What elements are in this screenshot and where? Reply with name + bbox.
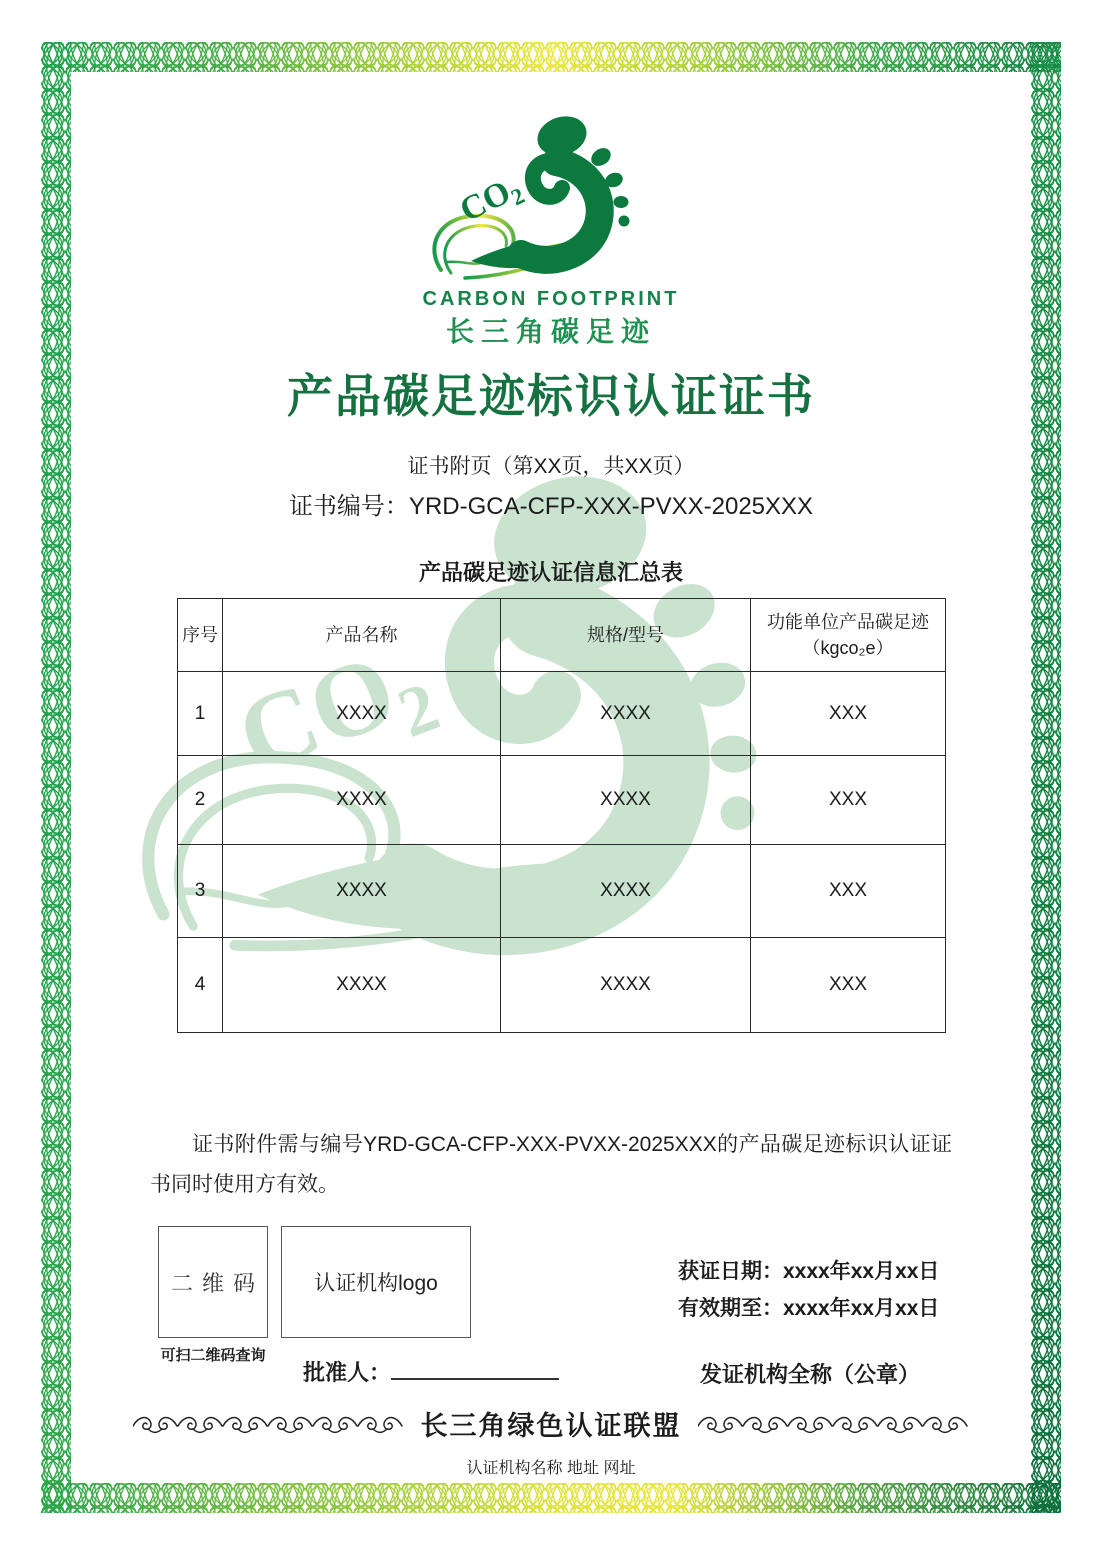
- approver-label: 批准人：: [303, 1360, 392, 1385]
- table-row: [178, 672, 946, 756]
- summary-table: [177, 598, 946, 1033]
- certificate-subtitle: 证书附页（第XX页，共XX页）: [407, 455, 695, 478]
- qr-caption: 可扫二维码查询: [160, 1347, 266, 1364]
- cell-spec: XXXX: [501, 938, 751, 1033]
- guilloche-border-left: [41, 42, 71, 1513]
- header-no: 序号: [178, 599, 223, 672]
- table-row: [178, 756, 946, 845]
- cell-spec: XXXX: [501, 672, 751, 756]
- header-footprint: 功能单位产品碳足迹（kgco₂e）: [751, 599, 946, 672]
- valid-date-line: [678, 1291, 939, 1328]
- certificate-number: 证书编号：YRD-GCA-CFP-XXX-PVXX-2025XXX: [288, 493, 814, 520]
- alliance-name: 长三角绿色认证联盟: [420, 1411, 682, 1441]
- cell-no: 4: [178, 938, 223, 1033]
- approver-line: [303, 1356, 559, 1387]
- header-spec: 规格/型号: [501, 599, 751, 672]
- cell-no: 1: [178, 672, 223, 756]
- logo-chinese-name: 长三角碳足迹: [445, 316, 656, 347]
- issued-date-value: xxxx年xx月xx日: [783, 1260, 940, 1283]
- cell-no: 3: [178, 845, 223, 938]
- header-name: 产品名称: [223, 599, 501, 672]
- cell-no: 2: [178, 756, 223, 845]
- certifier-contact-info: 认证机构名称 地址 网址: [466, 1460, 636, 1477]
- table-header-row: [178, 599, 946, 672]
- cell-name: XXXX: [223, 756, 501, 845]
- qr-label: 二维码: [170, 1270, 264, 1296]
- cell-name: XXXX: [223, 845, 501, 938]
- qr-code-placeholder: [158, 1226, 268, 1338]
- cell-footprint: XXX: [751, 845, 946, 938]
- certifier-logo-placeholder: [281, 1226, 471, 1338]
- cell-name: XXXX: [223, 938, 501, 1033]
- certificate-title: 产品碳足迹标识认证证书: [287, 370, 815, 422]
- flourish-ornament-icon: [698, 1413, 970, 1435]
- table-row: [178, 845, 946, 938]
- flourish-ornament-icon: [133, 1413, 405, 1435]
- cell-name: XXXX: [223, 672, 501, 756]
- cell-footprint: XXX: [751, 938, 946, 1033]
- logo-english-name: CARBON FOOTPRINT: [422, 288, 680, 310]
- carbon-footprint-logo: [421, 110, 681, 300]
- valid-date-value: xxxx年xx月xx日: [783, 1296, 940, 1320]
- cell-spec: XXXX: [501, 756, 751, 845]
- footer-alliance-line: [0, 1404, 1102, 1443]
- issuer-seal-label: 发证机构全称（公章）: [700, 1362, 921, 1387]
- validity-note: 证书附件需与编号YRD-GCA-CFP-XXX-PVXX-2025XXX的产品碳足迹标识认证证书同时使用方有效。: [150, 1133, 952, 1196]
- guilloche-border-right: [1031, 42, 1061, 1513]
- certifier-logo-label: 认证机构logo: [314, 1272, 438, 1295]
- cell-footprint: XXX: [751, 756, 946, 845]
- cell-spec: XXXX: [501, 845, 751, 938]
- table-row: [178, 938, 946, 1033]
- summary-table-title: 产品碳足迹认证信息汇总表: [418, 560, 683, 585]
- certificate-dates: [678, 1254, 939, 1328]
- issued-date-line: [678, 1254, 939, 1291]
- guilloche-border-bottom: [41, 1483, 1061, 1513]
- valid-date-label: 有效期至：: [678, 1296, 783, 1320]
- approver-signature-line: [391, 1360, 559, 1380]
- guilloche-border-top: [41, 42, 1061, 72]
- cell-footprint: XXX: [751, 672, 946, 756]
- issued-date-label: 获证日期：: [678, 1260, 783, 1283]
